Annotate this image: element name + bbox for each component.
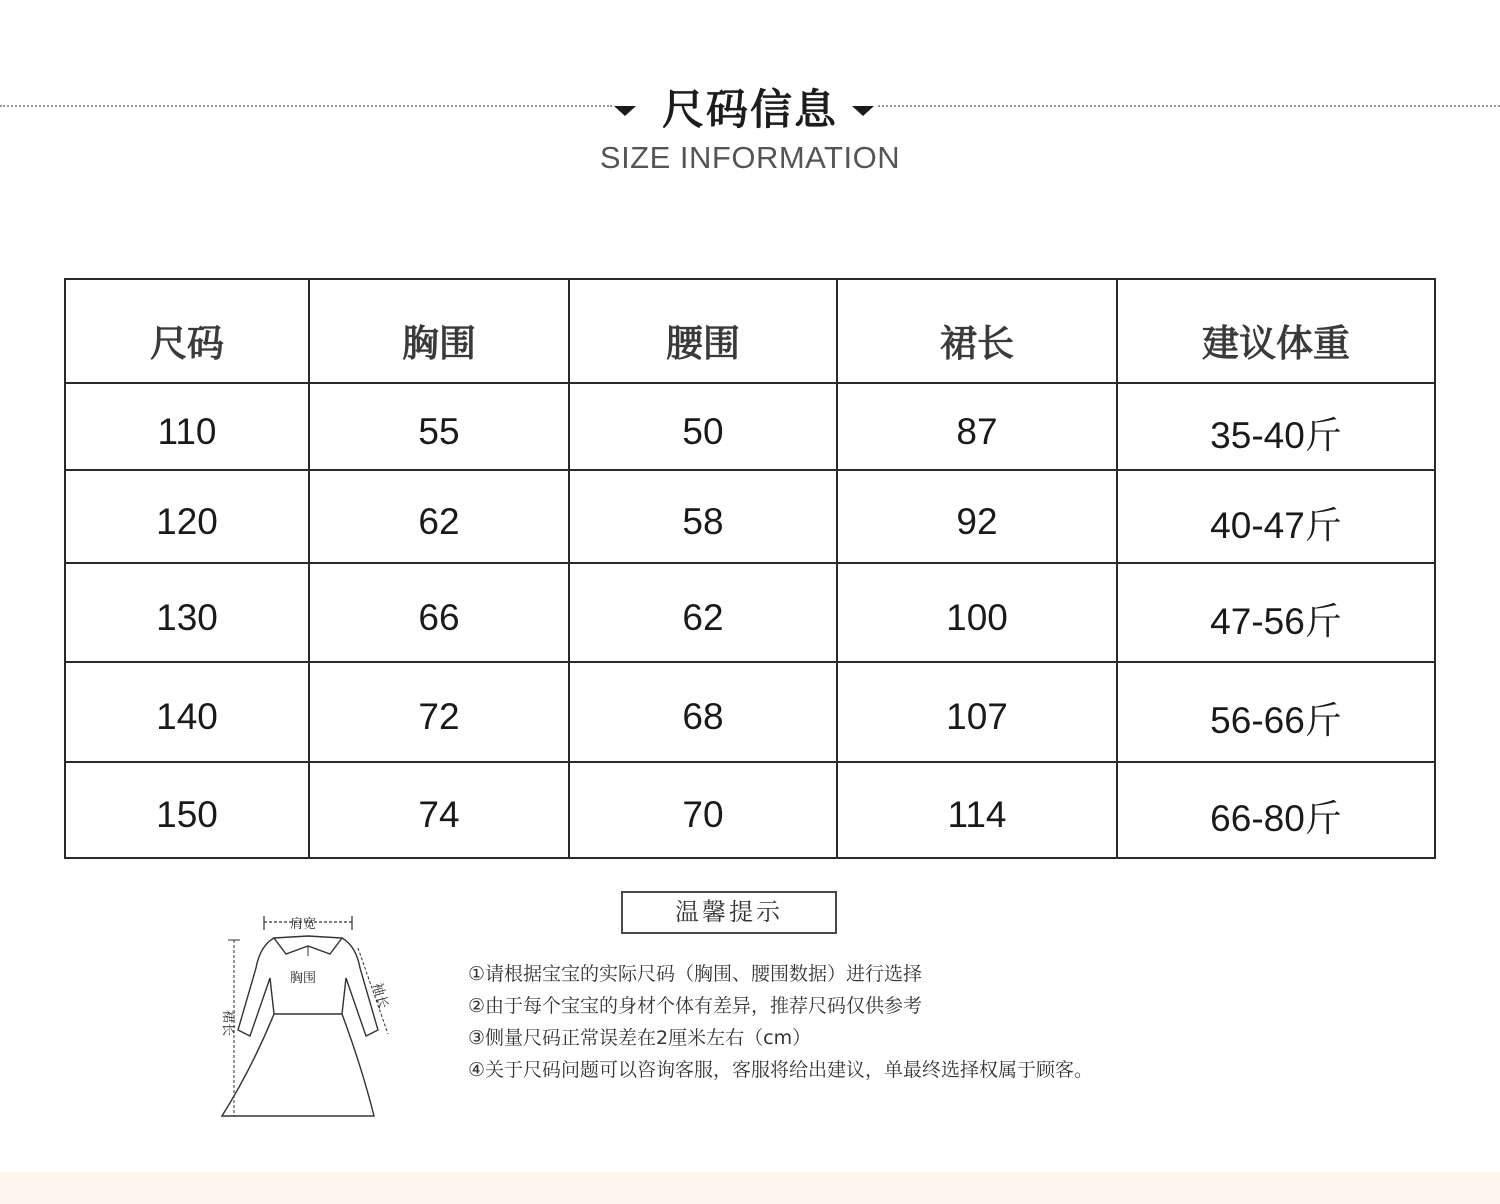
table-cell: 58 [569, 470, 837, 563]
table-cell: 68 [569, 662, 837, 762]
table-cell: 74 [309, 762, 569, 858]
table-cell: 130 [65, 563, 309, 662]
tip-item: ④关于尺码问题可以咨询客服，客服将给出建议，单最终选择权属于顾客。 [468, 1059, 1094, 1081]
table-cell: 107 [837, 662, 1117, 762]
column-header-length: 裙长 [837, 279, 1117, 383]
table-cell: 100 [837, 563, 1117, 662]
tips-title: 温馨提示 [621, 891, 837, 934]
column-header-waist: 腰围 [569, 279, 837, 383]
table-cell: 47-56斤 [1117, 563, 1435, 662]
table-cell: 110 [65, 383, 309, 470]
table-cell: 56-66斤 [1117, 662, 1435, 762]
table-row [65, 762, 1435, 858]
table-cell: 40-47斤 [1117, 470, 1435, 563]
sleeve-length-label: 袖长 [369, 981, 391, 1011]
table-row [65, 383, 1435, 470]
shoulder-width-label: 肩宽 [290, 917, 317, 932]
tip-item: ③侧量尺码正常误差在2厘米左右（cm） [468, 1027, 812, 1049]
tip-item: ①请根据宝宝的实际尺码（胸围、腰围数据）进行选择 [468, 963, 923, 985]
dress-measurement-diagram [212, 908, 412, 1130]
tip-item: ②由于每个宝宝的身材个体有差异，推荐尺码仅供参考 [468, 995, 923, 1017]
table-cell: 55 [309, 383, 569, 470]
table-cell: 150 [65, 762, 309, 858]
table-row [65, 662, 1435, 762]
table-cell: 120 [65, 470, 309, 563]
column-header-chest: 胸围 [309, 279, 569, 383]
table-cell: 72 [309, 662, 569, 762]
table-cell: 50 [569, 383, 837, 470]
table-cell: 92 [837, 470, 1117, 563]
table-header-row [65, 279, 1435, 383]
table-cell: 70 [569, 762, 837, 858]
bottom-band [0, 1172, 1500, 1204]
table-cell: 140 [65, 662, 309, 762]
tips-list [468, 958, 1208, 1086]
page-subtitle: SIZE INFORMATION [599, 140, 901, 175]
table-cell: 62 [309, 470, 569, 563]
table-row [65, 563, 1435, 662]
table-cell: 114 [837, 762, 1117, 858]
table-cell: 35-40斤 [1117, 383, 1435, 470]
table-cell: 66-80斤 [1117, 762, 1435, 858]
header-divider-left [0, 105, 612, 107]
header-divider-right [878, 105, 1500, 107]
column-header-size: 尺码 [65, 279, 309, 383]
table-cell: 66 [309, 563, 569, 662]
table-row [65, 470, 1435, 563]
table-cell: 62 [569, 563, 837, 662]
table-cell: 87 [837, 383, 1117, 470]
size-table [64, 278, 1436, 859]
triangle-down-icon [614, 106, 636, 116]
page-title: 尺码信息 [661, 85, 838, 134]
chest-label: 胸围 [290, 971, 317, 986]
column-header-weight: 建议体重 [1117, 279, 1435, 383]
dress-length-label: 裙长 [220, 1010, 235, 1037]
